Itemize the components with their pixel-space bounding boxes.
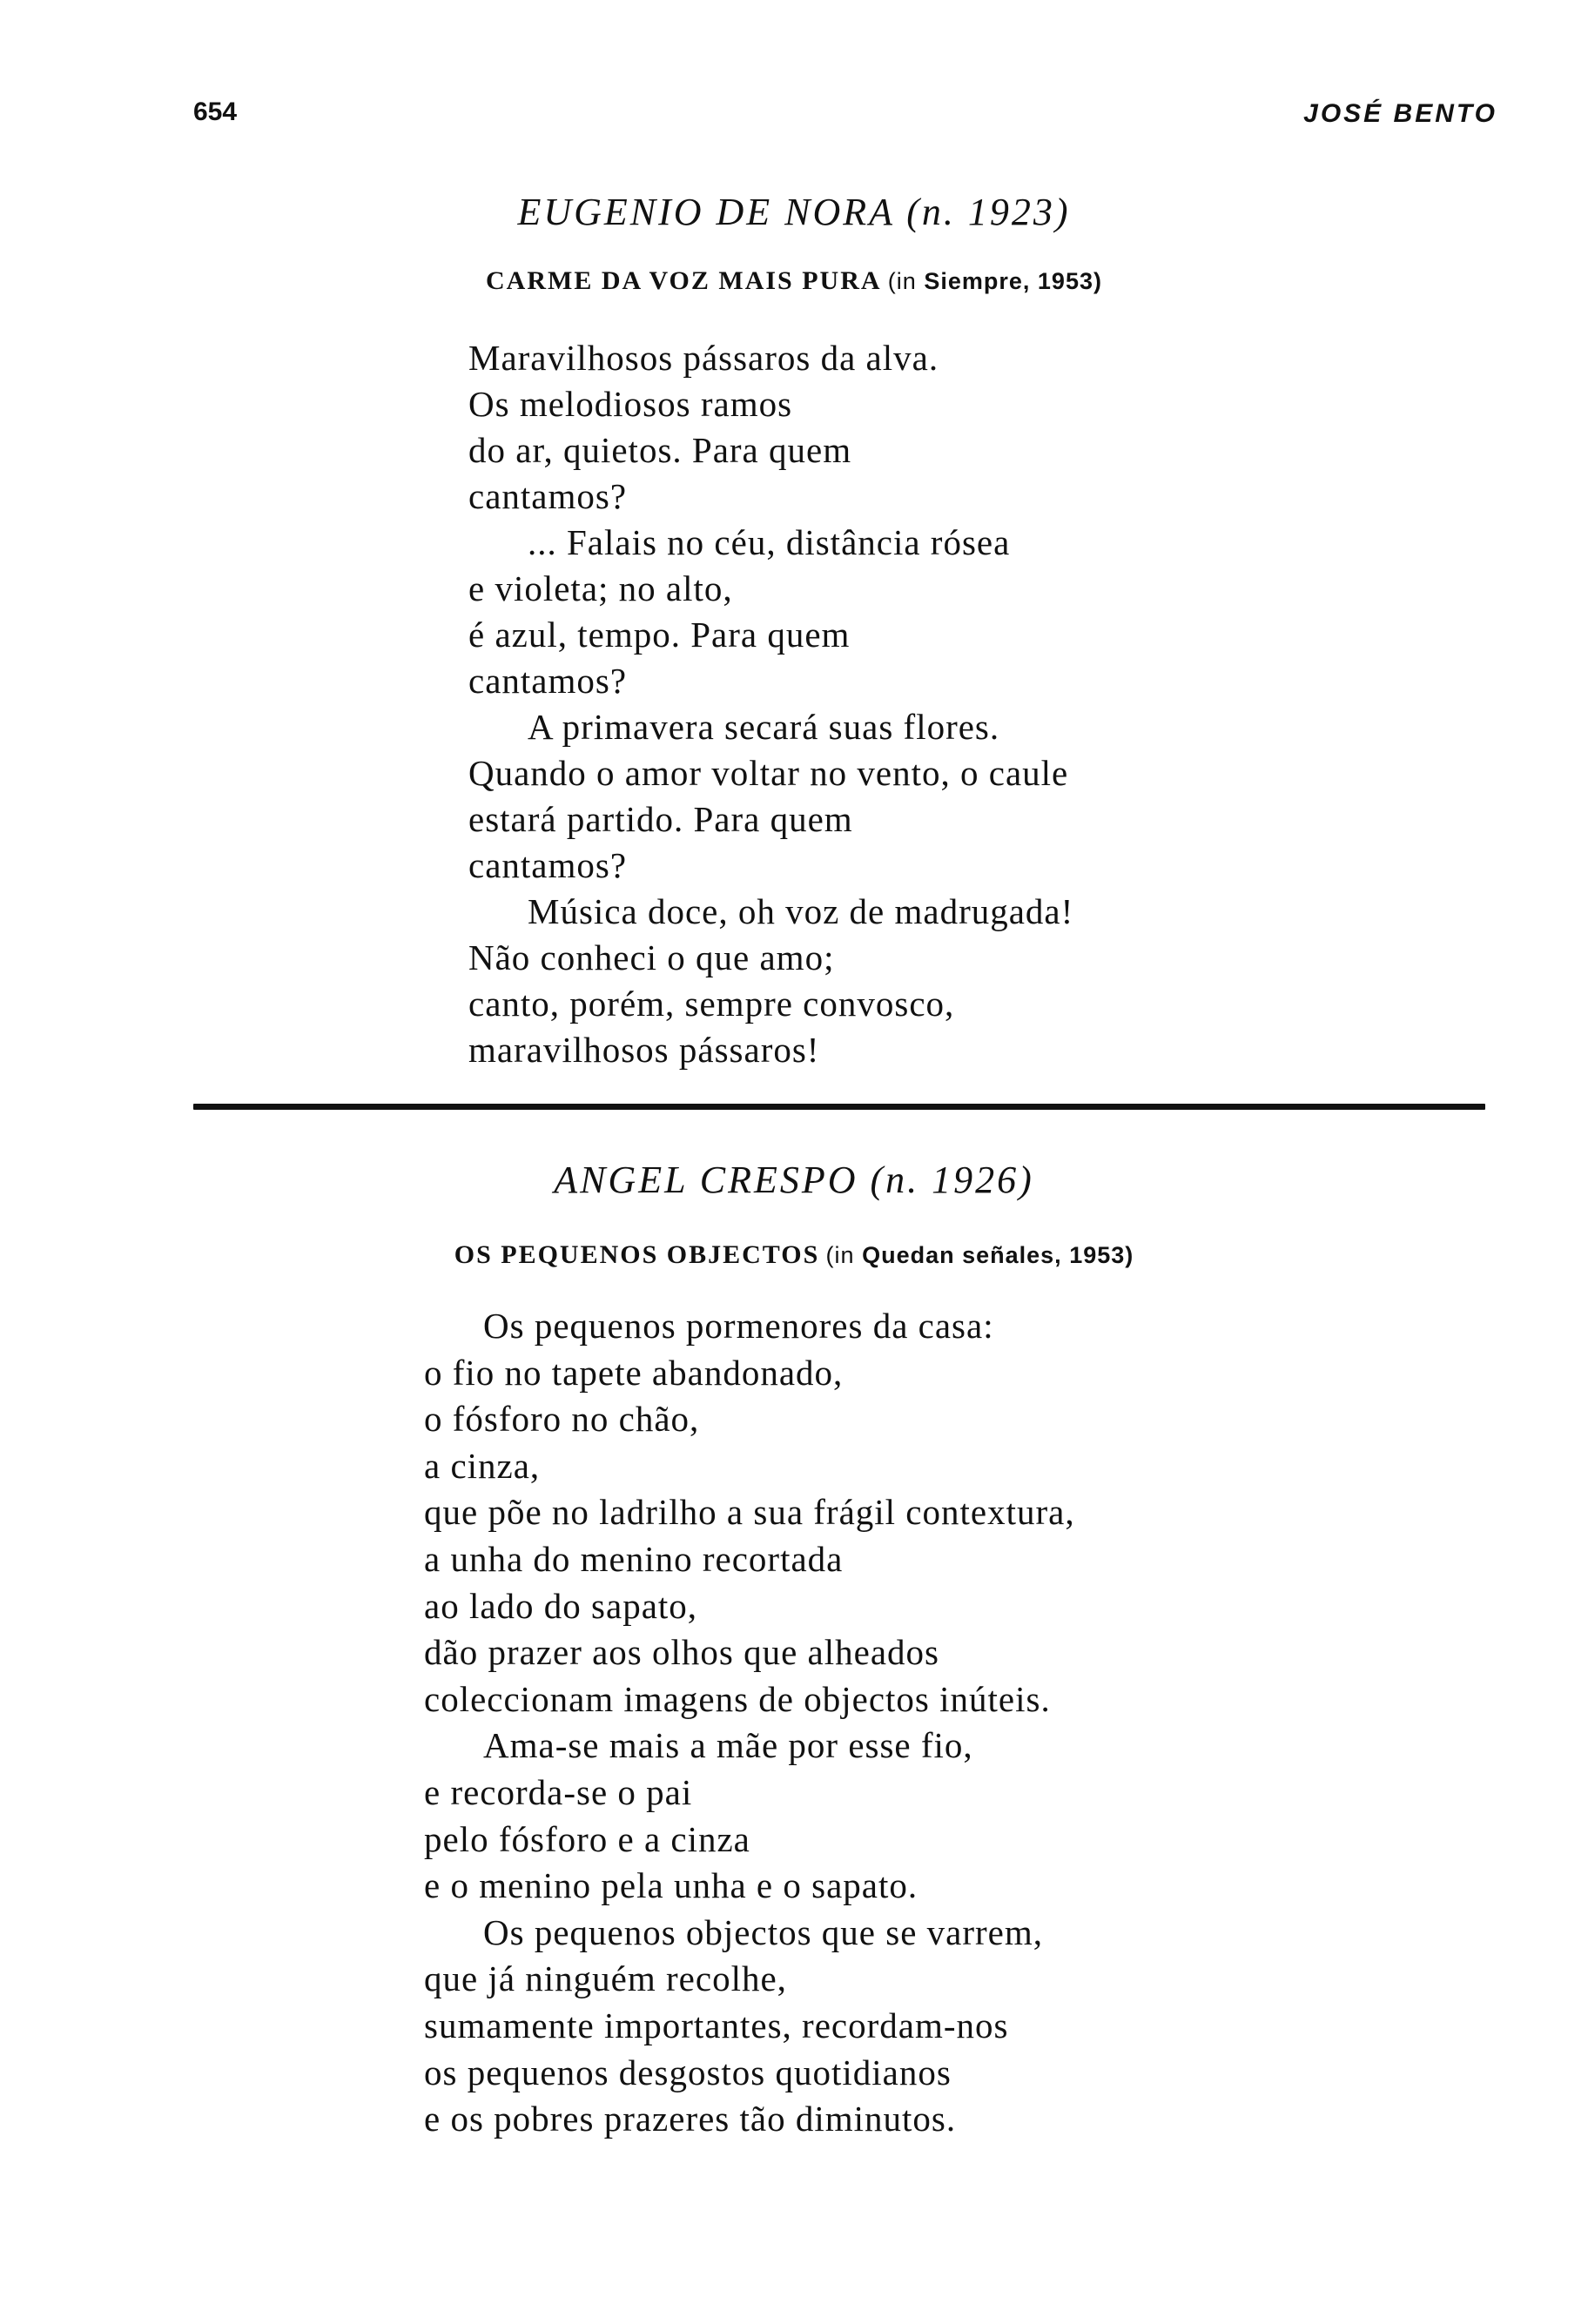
verse-line: pelo fósforo e a cinza: [424, 1818, 750, 1859]
poem-title-line: [0, 1240, 1588, 1270]
page-number: 654: [193, 97, 238, 126]
section-heading-angel-crespo: ANGEL CRESPO (n. 1926): [554, 1159, 1034, 1201]
verse-line: cantamos?: [468, 476, 628, 516]
source-year: 1953): [1037, 268, 1102, 294]
verse-line: Os pequenos pormenores da casa:: [483, 1306, 994, 1346]
verse-line: e recorda-se o pai: [424, 1771, 693, 1812]
verse-line: ... Falais no céu, distância rósea: [528, 522, 1011, 562]
verse-line: canto, porém, sempre convosco,: [468, 984, 955, 1024]
verse-line: estará partido. Para quem: [468, 799, 853, 839]
poem-title: OS PEQUENOS OBJECTOS: [454, 1240, 820, 1269]
verse-line: maravilhosos pássaros!: [468, 1030, 820, 1070]
verse-line: e violeta; no alto,: [468, 568, 733, 608]
poem-title-line: [0, 266, 1588, 296]
verse-line: os pequenos desgostos quotidianos: [424, 2052, 952, 2092]
poem-title: CARME DA VOZ MAIS PURA: [486, 266, 882, 295]
verse-line: ao lado do sapato,: [424, 1585, 698, 1626]
section-divider: [193, 1104, 1485, 1110]
verse-line: Maravilhosos pássaros da alva.: [468, 338, 939, 378]
running-author: JOSÉ BENTO: [1303, 99, 1497, 128]
verse-line: Não conheci o que amo;: [468, 937, 835, 977]
verse-line: é azul, tempo. Para quem: [468, 615, 851, 655]
poem-verses: [468, 335, 1073, 1073]
verse-line: Ama-se mais a mãe por esse fio,: [483, 1725, 973, 1766]
verse-line: Quando o amor voltar no vento, o caule: [468, 753, 1069, 793]
verse-line: o fósforo no chão,: [424, 1399, 700, 1440]
verse-line: cantamos?: [468, 661, 628, 701]
poem-source: [826, 1242, 1134, 1268]
verse-line: sumamente importantes, recordam-nos: [424, 2005, 1009, 2045]
poem-verses: [424, 1303, 1075, 2143]
poem-source: [888, 268, 1102, 294]
verse-line: cantamos?: [468, 845, 628, 885]
verse-line: que põe no ladrilho a sua frágil contextura,: [424, 1492, 1075, 1533]
verse-line: e o menino pela unha e o sapato.: [424, 1865, 918, 1906]
verse-line: a cinza,: [424, 1445, 541, 1486]
verse-line: Os melodiosos ramos: [468, 384, 793, 424]
verse-line: o fio no tapete abandonado,: [424, 1352, 844, 1393]
source-work: Quedan señales,: [862, 1242, 1062, 1268]
source-open: (in: [887, 268, 917, 294]
section-heading-eugenio-de-nora: EUGENIO DE NORA (n. 1923): [517, 191, 1071, 233]
verse-line: Música doce, oh voz de madrugada!: [528, 891, 1074, 931]
source-open: (in: [825, 1242, 855, 1268]
running-header: [193, 97, 1497, 141]
verse-line: do ar, quietos. Para quem: [468, 430, 852, 470]
verse-line: dão prazer aos olhos que alheados: [424, 1632, 939, 1673]
verse-line: coleccionam imagens de objectos inúteis.: [424, 1678, 1051, 1719]
verse-line: Os pequenos objectos que se varrem,: [483, 1911, 1043, 1952]
source-year: 1953): [1069, 1242, 1134, 1268]
verse-line: A primavera secará suas flores.: [528, 707, 1000, 747]
verse-line: e os pobres prazeres tão diminutos.: [424, 2099, 957, 2139]
verse-line: que já ninguém recolhe,: [424, 1958, 787, 1999]
source-work: Siempre,: [924, 268, 1031, 294]
verse-line: a unha do menino recortada: [424, 1538, 844, 1579]
